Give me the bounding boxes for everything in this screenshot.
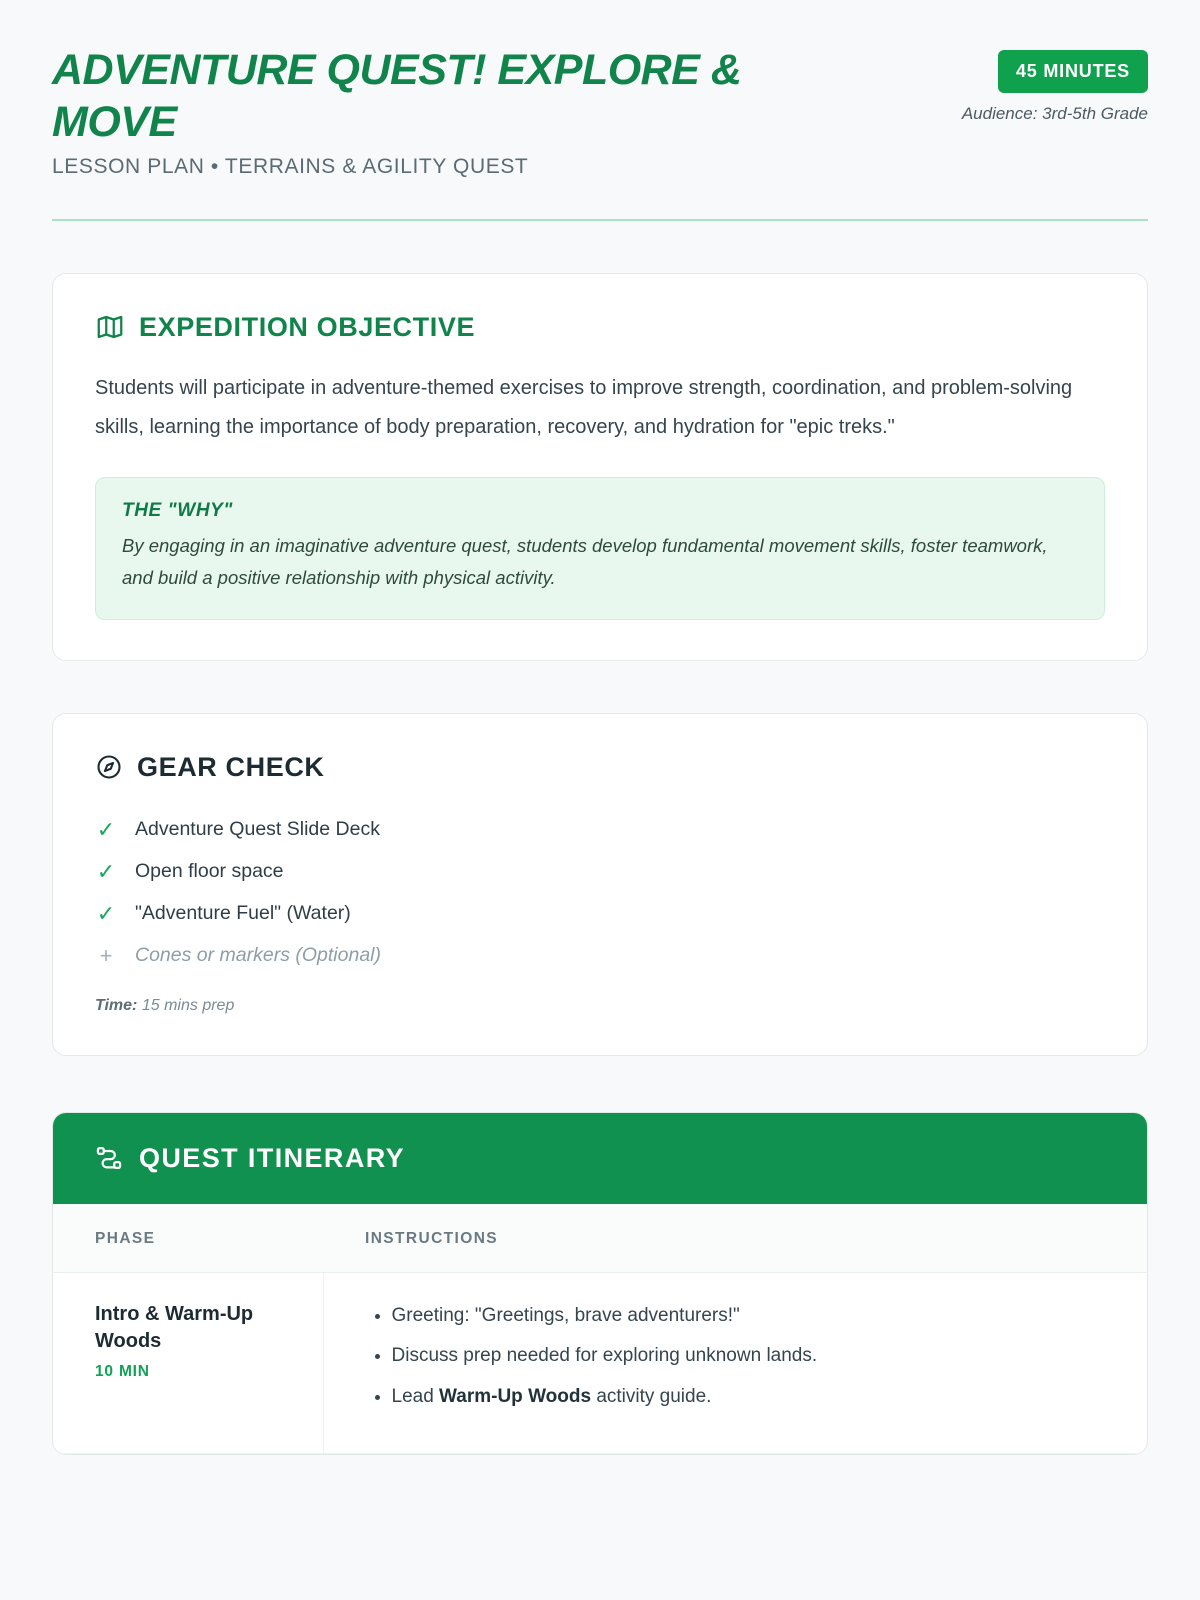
header-divider [52, 219, 1148, 221]
page-title: ADVENTURE QUEST! EXPLORE & MOVE [52, 46, 742, 147]
quest-itinerary-title: QUEST ITINERARY [139, 1142, 406, 1173]
document-header [52, 44, 1148, 179]
table-row [53, 1272, 1147, 1453]
instruction-item [392, 1382, 1106, 1413]
gear-item-label: Cones or markers (Optional) [135, 944, 381, 967]
quest-itinerary-header [53, 1113, 1147, 1204]
list-item [95, 851, 1105, 893]
expedition-objective-title: EXPEDITION OBJECTIVE [139, 311, 476, 342]
list-item-optional [95, 935, 1105, 977]
quest-itinerary-table [53, 1204, 1147, 1454]
why-callout [95, 477, 1105, 620]
gear-check-time-label: Time: [95, 996, 138, 1014]
instruction-text: Discuss prep needed for exploring unknown lands. [391, 1345, 818, 1367]
why-callout-text: By engaging in an imaginative adventure quest, students develop fundamental movement skills, foster teamwork, and build a positive relationship with physical activity. [122, 534, 1048, 589]
instruction-text: Greeting: "Greetings, brave adventurers!" [391, 1304, 740, 1326]
breadcrumb: LESSON PLAN • TERRAINS & AGILITY QUEST [52, 154, 529, 178]
expedition-objective-header [95, 312, 1105, 343]
phase-duration: 10 MIN [95, 1362, 150, 1380]
column-header-phase: PHASE [53, 1204, 323, 1273]
plus-icon: + [99, 942, 113, 968]
route-icon [95, 1144, 123, 1172]
check-icon: ✓ [96, 900, 116, 926]
quest-itinerary-card [52, 1112, 1148, 1455]
check-icon: ✓ [96, 816, 116, 842]
gear-item-label: Adventure Quest Slide Deck [135, 818, 380, 841]
gear-check-card [52, 713, 1148, 1056]
table-header-row [53, 1204, 1147, 1273]
map-icon [95, 312, 125, 342]
gear-check-list [95, 809, 1105, 977]
instruction-item [392, 1301, 1106, 1332]
compass-icon [95, 753, 123, 781]
audience-label: Audience: 3rd-5th Grade [961, 104, 1148, 123]
phase-cell [53, 1272, 323, 1453]
phase-name: Intro & Warm-Up Woods [95, 1302, 254, 1352]
check-icon: ✓ [96, 858, 116, 884]
expedition-objective-text: Students will participate in adventure-themed exercises to improve strength, coordination, and problem-solving skills, learning the importance of body preparation, recovery, and hydration for "epic treks." [95, 376, 1073, 438]
instructions-cell [323, 1272, 1147, 1453]
gear-item-label: "Adventure Fuel" (Water) [135, 902, 351, 925]
instruction-text: Lead [391, 1386, 440, 1408]
instruction-highlight: Warm-Up Woods [439, 1386, 592, 1408]
header-meta [958, 44, 1148, 126]
duration-badge: 45 MINUTES [998, 50, 1148, 93]
gear-check-time [95, 997, 1105, 1015]
gear-check-time-value: 15 mins prep [141, 996, 235, 1014]
why-callout-title: THE "WHY" [122, 499, 234, 521]
gear-check-title: GEAR CHECK [137, 751, 325, 782]
instruction-list [366, 1301, 1106, 1413]
gear-item-label: Open floor space [135, 860, 284, 883]
list-item [95, 809, 1105, 851]
expedition-objective-card [52, 273, 1148, 661]
header-left [52, 44, 872, 179]
list-item [95, 893, 1105, 935]
column-header-instructions: INSTRUCTIONS [323, 1204, 1147, 1273]
gear-check-header [95, 752, 1105, 783]
instruction-item [392, 1341, 1106, 1372]
instruction-text-tail: activity guide. [591, 1386, 712, 1408]
